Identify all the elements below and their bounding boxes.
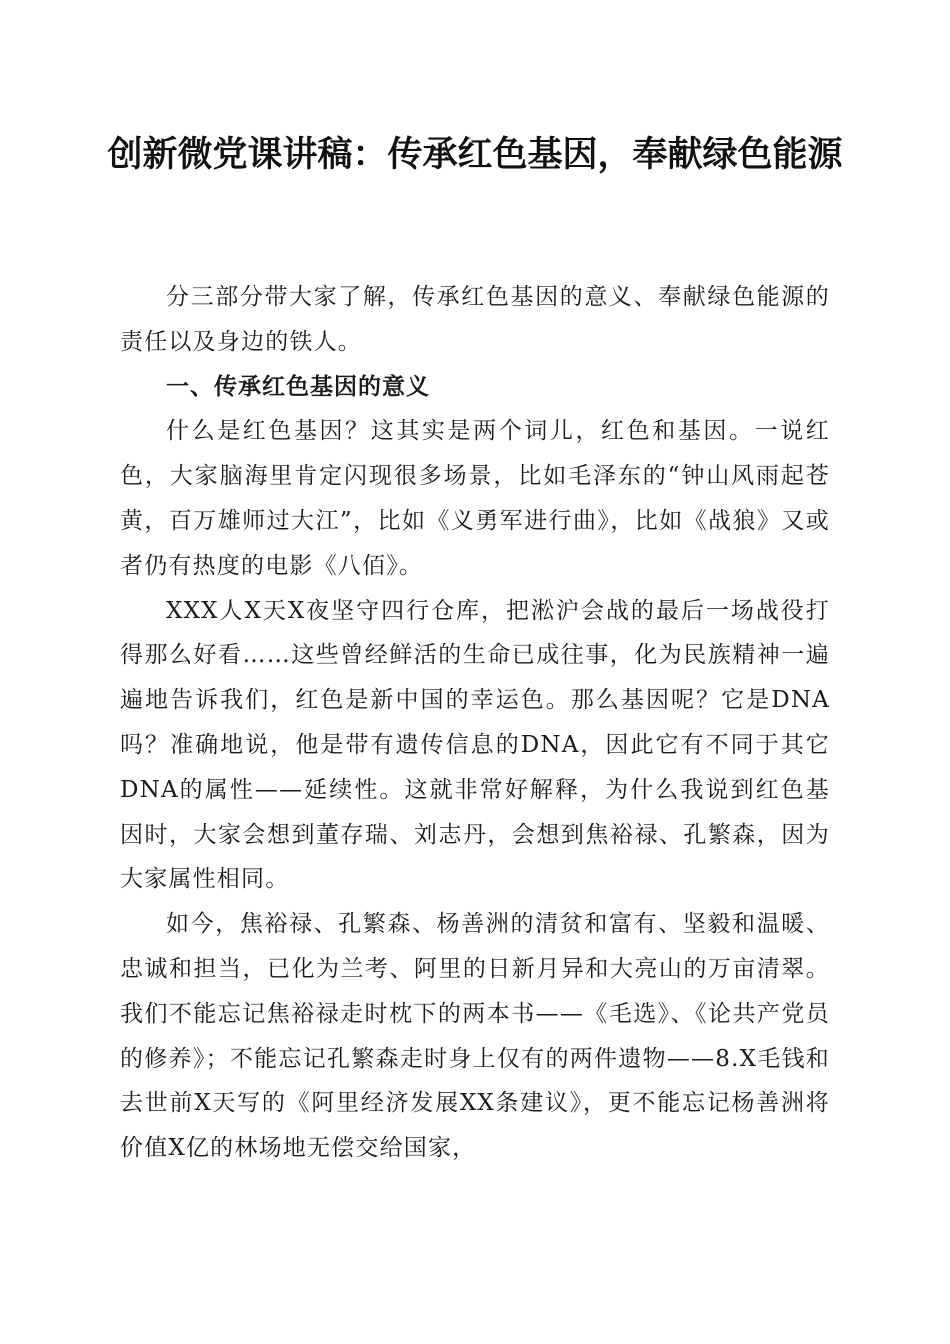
body-paragraph-3: 如今，焦裕禄、孔繁森、杨善洲的清贫和富有、坚毅和温暖、忠诚和担当，已化为兰考、阿里的日新月异和大亮山的万亩清翠。我们不能忘记焦裕禄走时枕下的两本书——《毛选》、《论共产党员的修养》；不能忘记孔繁森走时身上仅有的两件遗物——8.X毛钱和去世前X天写的《阿里经济发展XX条建议》，更不能忘记杨善洲将价值X亿的林场地无偿交给国家， bbox=[120, 911, 830, 1162]
body-paragraph-2: XXX人X天X夜坚守四行仓库，把淞沪会战的最后一场战役打得那么好看……这些曾经鲜活的生命已成往事，化为民族精神一遍遍地告诉我们，红色是新中国的幸运色。那么基因呢？它是DNA吗？准确地说，他是带有遗传信息的DNA，因此它有不同于其它DNA的属性——延续性。这就非常好解释，为什么我说到红色基因时，大家会想到董存瑞、刘志丹，会想到焦裕禄、孔繁森，因为大家属性相同。 bbox=[120, 597, 830, 893]
section-heading: 一、传承红色基因的意义 bbox=[166, 373, 430, 400]
document-body bbox=[120, 275, 830, 1171]
intro-paragraph: 分三部分带大家了解，传承红色基因的意义、奉献绿色能源的责任以及身边的铁人。 bbox=[120, 284, 830, 355]
document-title: 创新微党课讲稿：传承红色基因，奉献绿色能源 bbox=[107, 134, 843, 175]
body-paragraph-1: 什么是红色基因？这其实是两个词儿，红色和基因。一说红色，大家脑海里肯定闪现很多场景，比如毛泽东的“钟山风雨起苍黄，百万雄师过大江”，比如《义勇军进行曲》，比如《战狼》又或者仍有热度的电影《八佰》。 bbox=[120, 418, 830, 579]
